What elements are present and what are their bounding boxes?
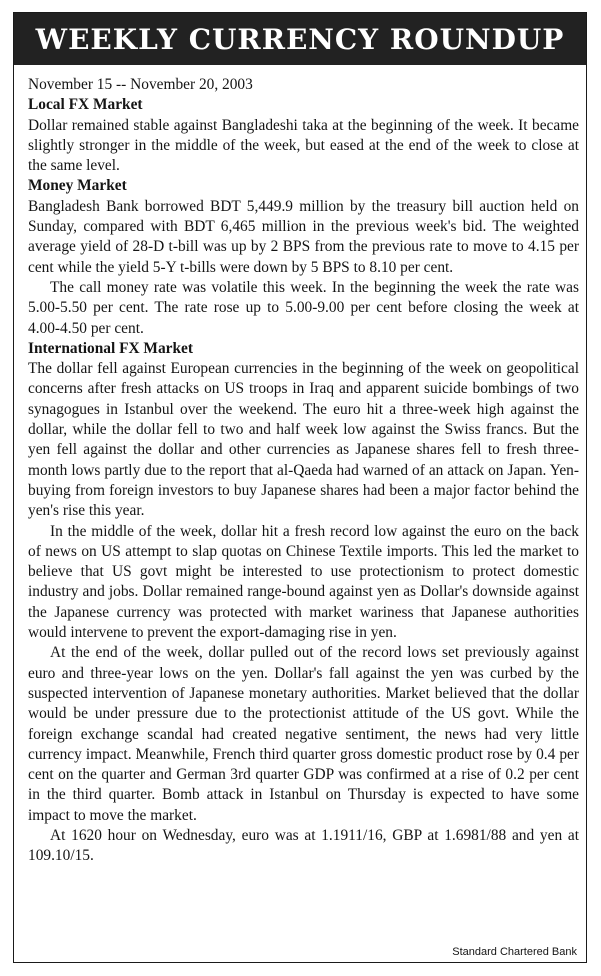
paragraph: Bangladesh Bank borrowed BDT 5,449.9 million by the treasury bill auction held on Sunday, compared with BDT 6,465 million in the previous week's bid. The weighted average yield of 28-D t-bill was up by 2 BPS from the previous rate to move to 4.15 per cent while the yield 5-Y t-bills were down by 5 BPS to 8.10 per cent. bbox=[28, 197, 579, 276]
article-frame bbox=[13, 12, 587, 963]
section-international-fx-market bbox=[28, 339, 579, 867]
paragraph: The call money rate was volatile this week. In the beginning the week the rate was 5.00-5.50 per cent. The rate rose up to 5.00-9.00 per cent before closing the week at 4.00-4.50 per cent. bbox=[28, 278, 579, 337]
section-local-fx-market bbox=[28, 95, 579, 176]
page-title: WEEKLY CURRENCY ROUNDUP bbox=[35, 22, 565, 56]
dateline: November 15 -- November 20, 2003 bbox=[28, 76, 253, 93]
paragraph: At the end of the week, dollar pulled out of the record lows set previously against euro and three-year lows on the yen. Dollar's fall against the yen was curbed by the suspected intervention of Japanese monetary authorities. Market believed that the dollar would be under pressure due to the protectionist attitude of the US govt. While the foreign exchange scandal had created negative sentiment, the news had very little currency impact. Meanwhile, French third quarter gross domestic product rose by 0.4 per cent on the quarter and German 3rd quarter GDP was confirmed at a rise of 0.2 per cent in the third quarter. Bomb attack in Istanbul on Thursday is expected to have some impact to move the market. bbox=[28, 644, 579, 824]
section-heading: International FX Market bbox=[28, 339, 193, 357]
paragraph: Dollar remained stable against Bangladeshi taka at the beginning of the week. It became slightly stronger in the middle of the week, but eased at the end of the week to close at the same level. bbox=[28, 116, 579, 175]
title-banner bbox=[14, 13, 586, 65]
paragraph: At 1620 hour on Wednesday, euro was at 1.1911/16, GBP at 1.6981/88 and yen at 109.10/15. bbox=[28, 826, 579, 865]
source-credit: Standard Chartered Bank bbox=[452, 946, 577, 958]
paragraph: The dollar fell against European currencies in the beginning of the week on geopolitical concerns after fresh attacks on US troops in Iraq and apparent suicide bombings of two synagogues in Istanbul over the weekend. The euro hit a three-week high against the dollar, while the dollar fell to two and half week low against the Swiss francs. But the yen fell against the dollar and other currencies as Japanese shares fell to fresh three-month lows partly due to the report that al-Qaeda had warned of an attack on Japan. Yen-buying from foreign investors to buy Japanese shares had been a major factor behind the yen's rise this year. bbox=[28, 360, 579, 520]
section-heading: Local FX Market bbox=[28, 96, 143, 114]
section-money-market bbox=[28, 176, 579, 338]
article-body bbox=[28, 75, 579, 867]
section-heading: Money Market bbox=[28, 177, 127, 195]
paragraph: In the middle of the week, dollar hit a fresh record low against the euro on the back of news on US attempt to slap quotas on Chinese Textile imports. This led the market to believe that US govt might be interested to use protectionism to protect domestic industry and jobs. Dollar remained range-bound against yen as Dollar's downside against the Japanese currency was protected with market wariness that Japanese authorities would intervene to prevent the export-damaging rise in yen. bbox=[28, 522, 579, 642]
